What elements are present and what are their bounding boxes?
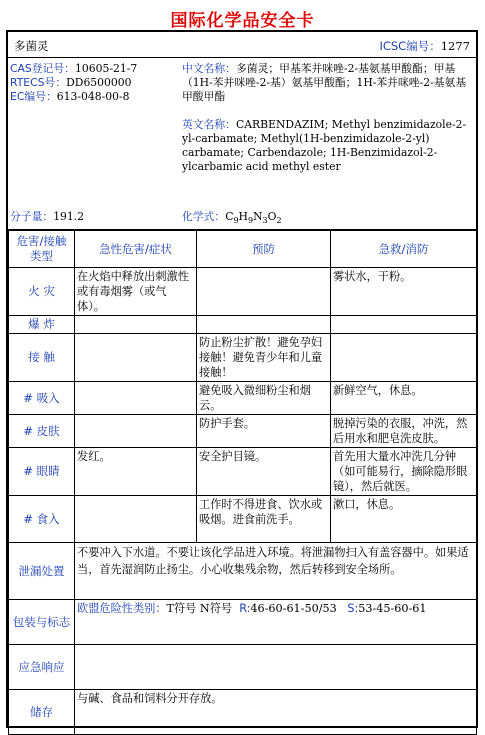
- row-prevention: 安全护目镜。: [197, 448, 331, 496]
- row-prevention: [197, 268, 331, 316]
- row-type: # 皮肤: [9, 415, 75, 448]
- col-header-type: 危害/接触类型: [9, 231, 75, 268]
- icsc-label: ICSC编号：: [379, 39, 441, 53]
- safety-card: [6, 30, 478, 728]
- eu-class-label: 欧盟危险性类别：: [77, 602, 167, 615]
- card-header: [8, 32, 476, 58]
- rtecs-value: DD6500000: [66, 76, 132, 89]
- formula-h: H: [238, 210, 248, 223]
- row-first-aid: 漱口，休息。: [331, 496, 477, 543]
- en-name-label: 英文名称：: [182, 118, 236, 131]
- formula-c: C: [225, 210, 234, 223]
- row-acute: [75, 415, 197, 448]
- formula-c-count: 9: [233, 216, 239, 226]
- row-type: # 眼睛: [9, 448, 75, 496]
- row-acute: 发红。: [75, 448, 197, 496]
- spill-row: [9, 543, 477, 600]
- spill-text: 不要冲入下水道。不要让该化学品进入环境。将泄漏物扫入有盖容器中。如果适当，首先湿润防止扬尘。小心收集残余物，然后转移到安全场所。: [75, 543, 477, 600]
- storage-text: 与碱、食品和饲料分开存放。: [75, 690, 477, 735]
- row-type: # 吸入: [9, 382, 75, 415]
- emergency-row: [9, 645, 477, 690]
- cn-name-value: 多菌灵；甲基苯并咪唑-2-基氨基甲酸酯；甲基（1H-苯并咪唑-2-基）氨基甲酸酯；1H-苯并咪唑-2-基氨基甲酸甲酯: [182, 62, 467, 103]
- eu-symbols: T符号 N符号: [166, 602, 233, 615]
- ec-label: EC编号：: [10, 90, 57, 103]
- formula-label: 化学式：: [182, 210, 226, 223]
- formula-h-count: 9: [247, 216, 254, 226]
- chemical-name: 多菌灵: [14, 39, 49, 53]
- packaging-row: [9, 600, 477, 645]
- table-row-skin: [9, 415, 477, 448]
- cn-name-label: 中文名称：: [182, 62, 236, 75]
- emergency-label: 应急响应: [9, 645, 75, 690]
- spill-label: 泄漏处置: [9, 543, 75, 600]
- page-title: 国际化学品安全卡: [170, 11, 315, 31]
- identifiers: [10, 62, 178, 104]
- packaging-label: 包装与标志: [9, 600, 75, 645]
- emergency-text: [75, 645, 477, 690]
- row-prevention: [197, 316, 331, 334]
- row-prevention: 防止粉尘扩散！避免孕妇接触！避免青少年和儿童接触！: [197, 334, 331, 382]
- row-prevention: 避免吸入微细粉尘和烟云。: [197, 382, 331, 415]
- r-value: 46-60-61-50/53: [250, 602, 337, 615]
- cas-label: CAS登记号：: [10, 62, 75, 75]
- table-row-fire: [9, 268, 477, 316]
- row-acute: [75, 496, 197, 543]
- storage-row: [9, 690, 477, 735]
- row-prevention: 工作时不得进食、饮水或吸烟。进食前洗手。: [197, 496, 331, 543]
- identification-section: [8, 58, 476, 230]
- row-first-aid: [331, 316, 477, 334]
- col-header-first-aid: 急救/消防: [331, 231, 477, 268]
- table-row-inhalation: [9, 382, 477, 415]
- cas-value: 10605-21-7: [74, 62, 138, 75]
- icsc-number: [379, 38, 470, 54]
- r-label: R:: [239, 602, 251, 615]
- names-block: [182, 62, 474, 174]
- ec-value: 613-048-00-8: [56, 90, 130, 103]
- row-first-aid: 雾状水，干粉。: [331, 268, 477, 316]
- table-row-eyes: [9, 448, 477, 496]
- en-name-value: CARBENDAZIM; Methyl benzimidazole-2-yl-carbamate; Methyl(1H-benzimidazole-2-yl) carbamate; Carbendazole; 1H-Benzimidazol-2-ylcarbamic acid methyl ester: [182, 118, 467, 173]
- table-row-ingestion: [9, 496, 477, 543]
- row-acute: 在火焰中释放出刺激性或有毒烟雾（或气体）。: [75, 268, 197, 316]
- molecular-weight: [10, 210, 84, 224]
- row-acute: [75, 382, 197, 415]
- row-first-aid: 首先用大量水冲洗几分钟（如可能易行，摘除隐形眼镜），然后就医。: [331, 448, 477, 496]
- storage-label: 储存: [9, 690, 75, 735]
- icsc-value: 1277: [440, 39, 470, 53]
- packaging-text: [75, 600, 477, 645]
- row-type: 爆 炸: [9, 316, 75, 334]
- s-value: 53-45-60-61: [358, 602, 427, 615]
- table-row-contact: [9, 334, 477, 382]
- rtecs-label: RTECS号：: [10, 76, 67, 89]
- hazard-table: [8, 230, 477, 735]
- row-first-aid: [331, 334, 477, 382]
- row-acute: [75, 334, 197, 382]
- row-type: 火 灾: [9, 268, 75, 316]
- formula-o-count: 2: [276, 216, 282, 226]
- formula-o: O: [267, 210, 277, 223]
- row-type: # 食入: [9, 496, 75, 543]
- mw-label: 分子量：: [10, 210, 54, 223]
- row-first-aid: 脱掉污染的衣服，冲洗，然后用水和肥皂洗皮肤。: [331, 415, 477, 448]
- chemical-formula: [182, 210, 282, 228]
- row-acute: [75, 316, 197, 334]
- table-row-explosion: [9, 316, 477, 334]
- table-header-row: [9, 231, 477, 268]
- col-header-prevention: 预防: [197, 231, 331, 268]
- row-type: 接 触: [9, 334, 75, 382]
- row-first-aid: 新鲜空气，休息。: [331, 382, 477, 415]
- mw-value: 191.2: [53, 210, 85, 223]
- row-prevention: 防护手套。: [197, 415, 331, 448]
- formula-n: N: [253, 210, 263, 223]
- s-label: S:: [347, 602, 359, 615]
- formula-n-count: 3: [262, 216, 268, 226]
- col-header-acute: 急性危害/症状: [75, 231, 197, 268]
